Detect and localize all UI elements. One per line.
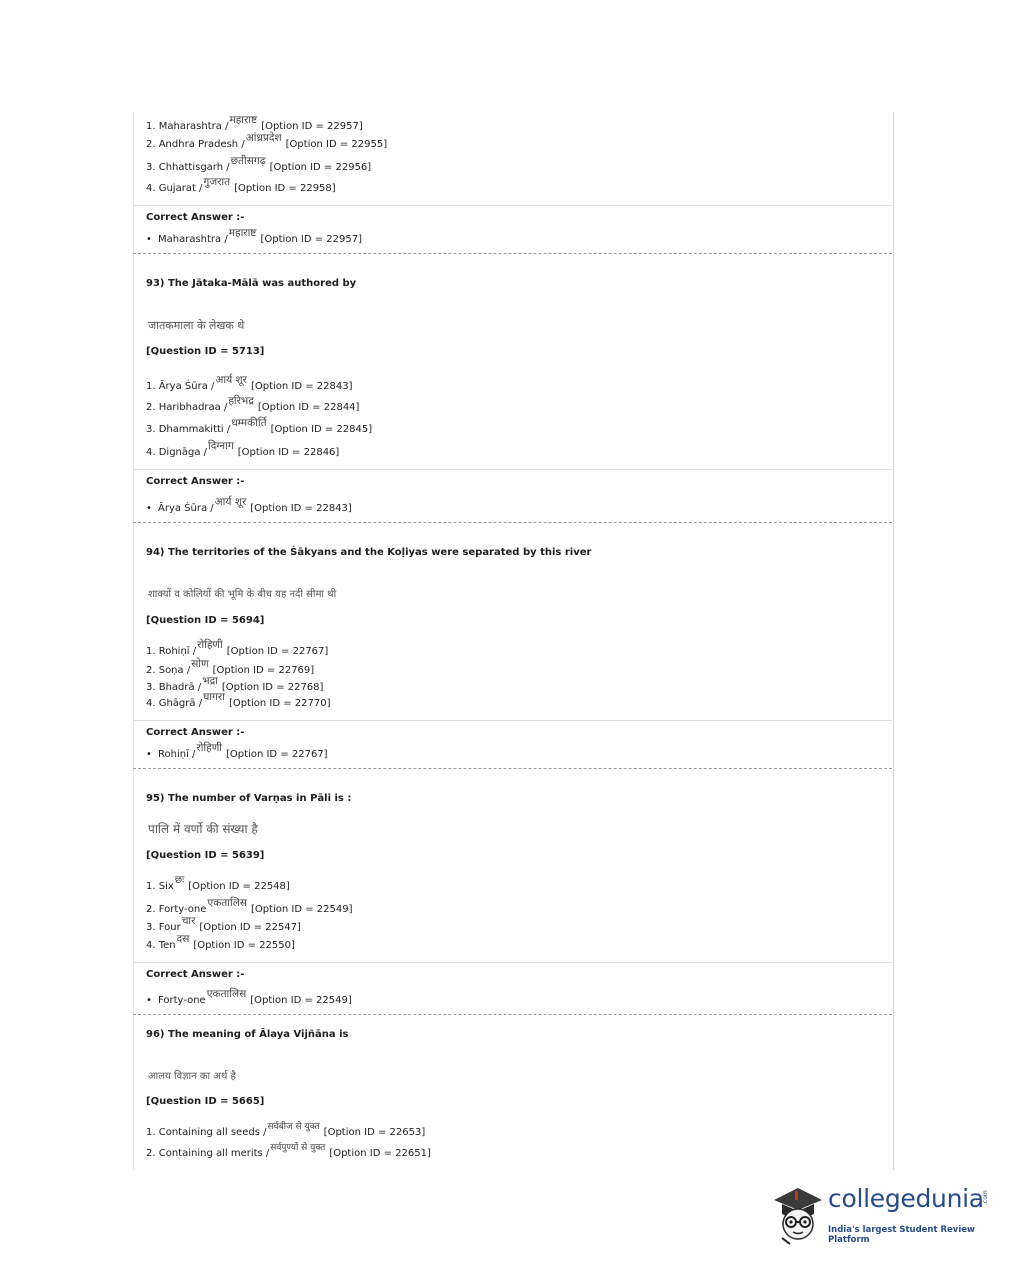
question-title: 94) The territories of the Śākyans and the Koḷiyas were separated by this river [146, 547, 592, 558]
option-row: 3. Dhammakitti /धम्मकीर्ति[Option ID = 22845] [146, 417, 373, 435]
question-hindi: आलय विज्ञान का अर्थ है [148, 1071, 236, 1082]
option-row: 4. Gujarat /गुजरात[Option ID = 22958] [146, 176, 336, 194]
question-title: 95) The number of Varṇas in Pāli is : [146, 793, 352, 804]
correct-answer-label: Correct Answer :- [146, 212, 245, 223]
question-title: 96) The meaning of Ālaya Vijñāna is [146, 1029, 349, 1040]
correct-answer: • Forty-oneएकतालिस[Option ID = 22549] [146, 994, 352, 1007]
question-title: 93) The Jātaka-Mālā was authored by [146, 278, 357, 289]
page-frame [133, 112, 894, 1170]
question-id: [Question ID = 5713] [146, 346, 265, 357]
option-row: 1. Rohiṇī /रोहिणी[Option ID = 22767] [146, 639, 329, 657]
option-row: 3. Bhadrā /भद्रा[Option ID = 22768] [146, 675, 324, 693]
divider [133, 720, 892, 721]
option-row: 1. Containing all seeds /सर्वबीज से युक्त [Option ID = 22653] [146, 1122, 426, 1138]
correct-answer: • Ārya Śūra /आर्य शूर[Option ID = 22843] [146, 502, 352, 515]
question-hindi: पालि में वर्णो की संख्या है [148, 822, 258, 836]
divider [133, 205, 892, 206]
logo-tagline: India's largest Student Review Platform [828, 1225, 975, 1245]
option-row: 2. Forty-oneएकतालिस[Option ID = 22549] [146, 897, 353, 915]
option-row: 3. Chhattisgarh /छतीसगढ़[Option ID = 22956] [146, 155, 372, 173]
question-separator [133, 1014, 892, 1015]
logo-wordmark: collegedunia [828, 1184, 984, 1213]
correct-answer-label: Correct Answer :- [146, 969, 245, 980]
question-separator [133, 522, 892, 523]
question-separator [133, 768, 892, 769]
question-hindi: शाक्यों व कोलियों की भूमि के बीच यह नदी सीमा थी [148, 589, 337, 600]
question-hindi: जातकमाला के लेखक थे [148, 319, 245, 332]
logo-domain: .com [982, 1190, 989, 1205]
option-row: 2. Soṇa /सोण[Option ID = 22769] [146, 658, 315, 676]
divider [133, 469, 892, 470]
option-row: 1. Sixछः[Option ID = 22548] [146, 874, 290, 892]
option-row: 4. Ghāgrā /घागरा[Option ID = 22770] [146, 691, 331, 709]
option-row: 1. Maharashtra /महाराष्ट[Option ID = 22957] [146, 114, 363, 132]
option-row: 3. Fourचार[Option ID = 22547] [146, 915, 301, 933]
option-row: 2. Haribhadraa /हरिभद्र[Option ID = 22844] [146, 395, 360, 413]
question-separator [133, 253, 892, 254]
correct-answer: • Maharashtra /महाराष्ट[Option ID = 22957] [146, 233, 362, 246]
option-row: 2. Andhra Pradesh /आंध्रप्रदेश[Option ID = 22955] [146, 132, 388, 150]
option-row: 4. Tenदस[Option ID = 22550] [146, 933, 295, 951]
option-row: 1. Ārya Śūra /आर्य शूर[Option ID = 22843] [146, 374, 353, 392]
option-row: 2. Containing all merits /सर्वपुण्यों से युक्त [Option ID = 22651] [146, 1143, 431, 1159]
correct-answer: • Rohiṇī /रोहिणी[Option ID = 22767] [146, 748, 328, 761]
divider [133, 962, 892, 963]
collegedunia-logo [768, 1178, 998, 1248]
correct-answer-label: Correct Answer :- [146, 727, 245, 738]
question-id: [Question ID = 5639] [146, 850, 265, 861]
mascot-icon [768, 1178, 826, 1246]
question-id: [Question ID = 5665] [146, 1096, 265, 1107]
question-id: [Question ID = 5694] [146, 615, 265, 626]
correct-answer-label: Correct Answer :- [146, 476, 245, 487]
option-row: 4. Dignāga /दिग्नाग[Option ID = 22846] [146, 440, 340, 458]
